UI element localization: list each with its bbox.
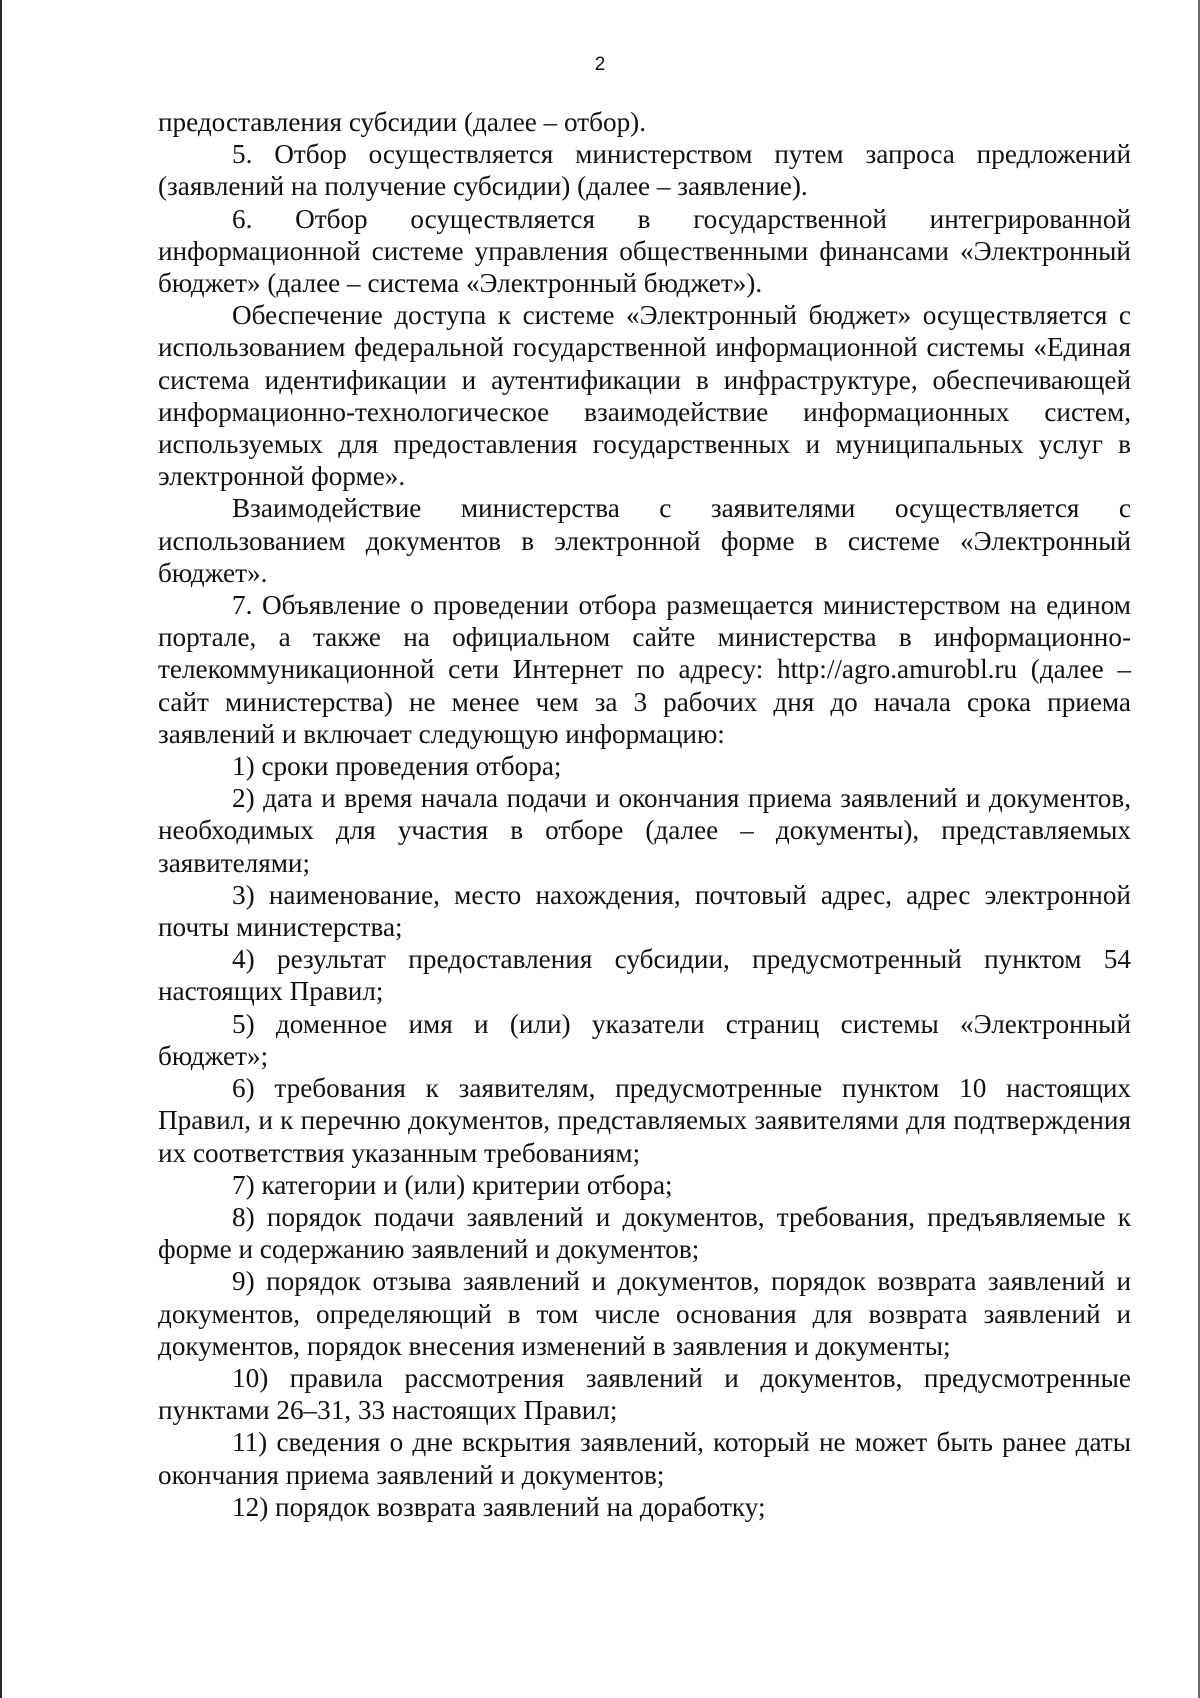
paragraph: 11) сведения о дне вскрытия заявлений, который не может быть ранее даты окончания приема заявлений и документов;: [158, 1427, 1131, 1490]
document-body: [158, 106, 1131, 1523]
paragraph: 6. Отбор осуществляется в государственной интегрированной информационной системе управления общественными финансами «Электронный бюджет» (далее – система «Электронный бюджет»).: [158, 203, 1131, 299]
paragraph: 7) категории и (или) критерии отбора;: [232, 1169, 673, 1200]
paragraph: 6) требования к заявителям, предусмотренные пунктом 10 настоящих Правил, и к перечню документов, представляемых заявителями для подтверждения их соответствия указанным требованиям;: [158, 1073, 1131, 1168]
paragraph: 10) правила рассмотрения заявлений и документов, предусмотренные пунктами 26–31, 33 настоящих Правил;: [158, 1362, 1131, 1426]
scan-edge-left: [0, 0, 2, 1698]
paragraph: 9) порядок отзыва заявлений и документов, порядок возврата заявлений и документов, определяющий в том числе основания для возврата заявлений и документов, порядок внесения изменений в заявления и документы;: [158, 1266, 1131, 1361]
paragraph: Взаимодействие министерства с заявителями осуществляется с использованием документов в электронной форме в системе «Электронный бюджет».: [158, 493, 1131, 588]
paragraph: 1) сроки проведения отбора;: [232, 751, 562, 782]
paragraph: 7. Объявление о проведении отбора размещается министерством на едином портале, а также на официальном сайте министерства в информационно-телекоммуникационной сети Интернет по адресу: http://agro.amurobl.ru (далее – сайт министерства) не менее чем за 3 рабочих дня до начала срока приема заявлений и включает следующую информацию:: [158, 590, 1131, 749]
paragraph: предоставления субсидии (далее – отбор).: [158, 107, 647, 137]
page-number: 2: [594, 54, 606, 75]
paragraph: 3) наименование, место нахождения, почтовый адрес, адрес электронной почты министерства;: [158, 879, 1131, 943]
paragraph: 2) дата и время начала подачи и окончания приема заявлений и документов, необходимых для участия в отборе (далее – документы), представляемых заявителями;: [158, 783, 1131, 878]
paragraph: 5) доменное имя и (или) указатели страниц системы «Электронный бюджет»;: [158, 1008, 1131, 1071]
paragraph: 5. Отбор осуществляется министерством путем запроса предложений (заявлений на получение субсидии) (далее – заявление).: [158, 139, 1131, 202]
paragraph: 12) порядок возврата заявлений на доработку;: [232, 1491, 766, 1522]
paragraph: Обеспечение доступа к системе «Электронный бюджет» осуществляется с использованием федеральной государственной информационной системы «Единая система идентификации и аутентификации в инфраструктуре, обеспечивающей информационно-технологическое взаимодействие информационных систем, используемых для предоставления государственных и муниципальных услуг в электронной форме».: [158, 300, 1131, 492]
paragraph: 8) порядок подачи заявлений и документов, требования, предъявляемые к форме и содержанию заявлений и документов;: [158, 1201, 1131, 1265]
paragraph: 4) результат предоставления субсидии, предусмотренный пунктом 54 настоящих Правил;: [158, 944, 1131, 1007]
